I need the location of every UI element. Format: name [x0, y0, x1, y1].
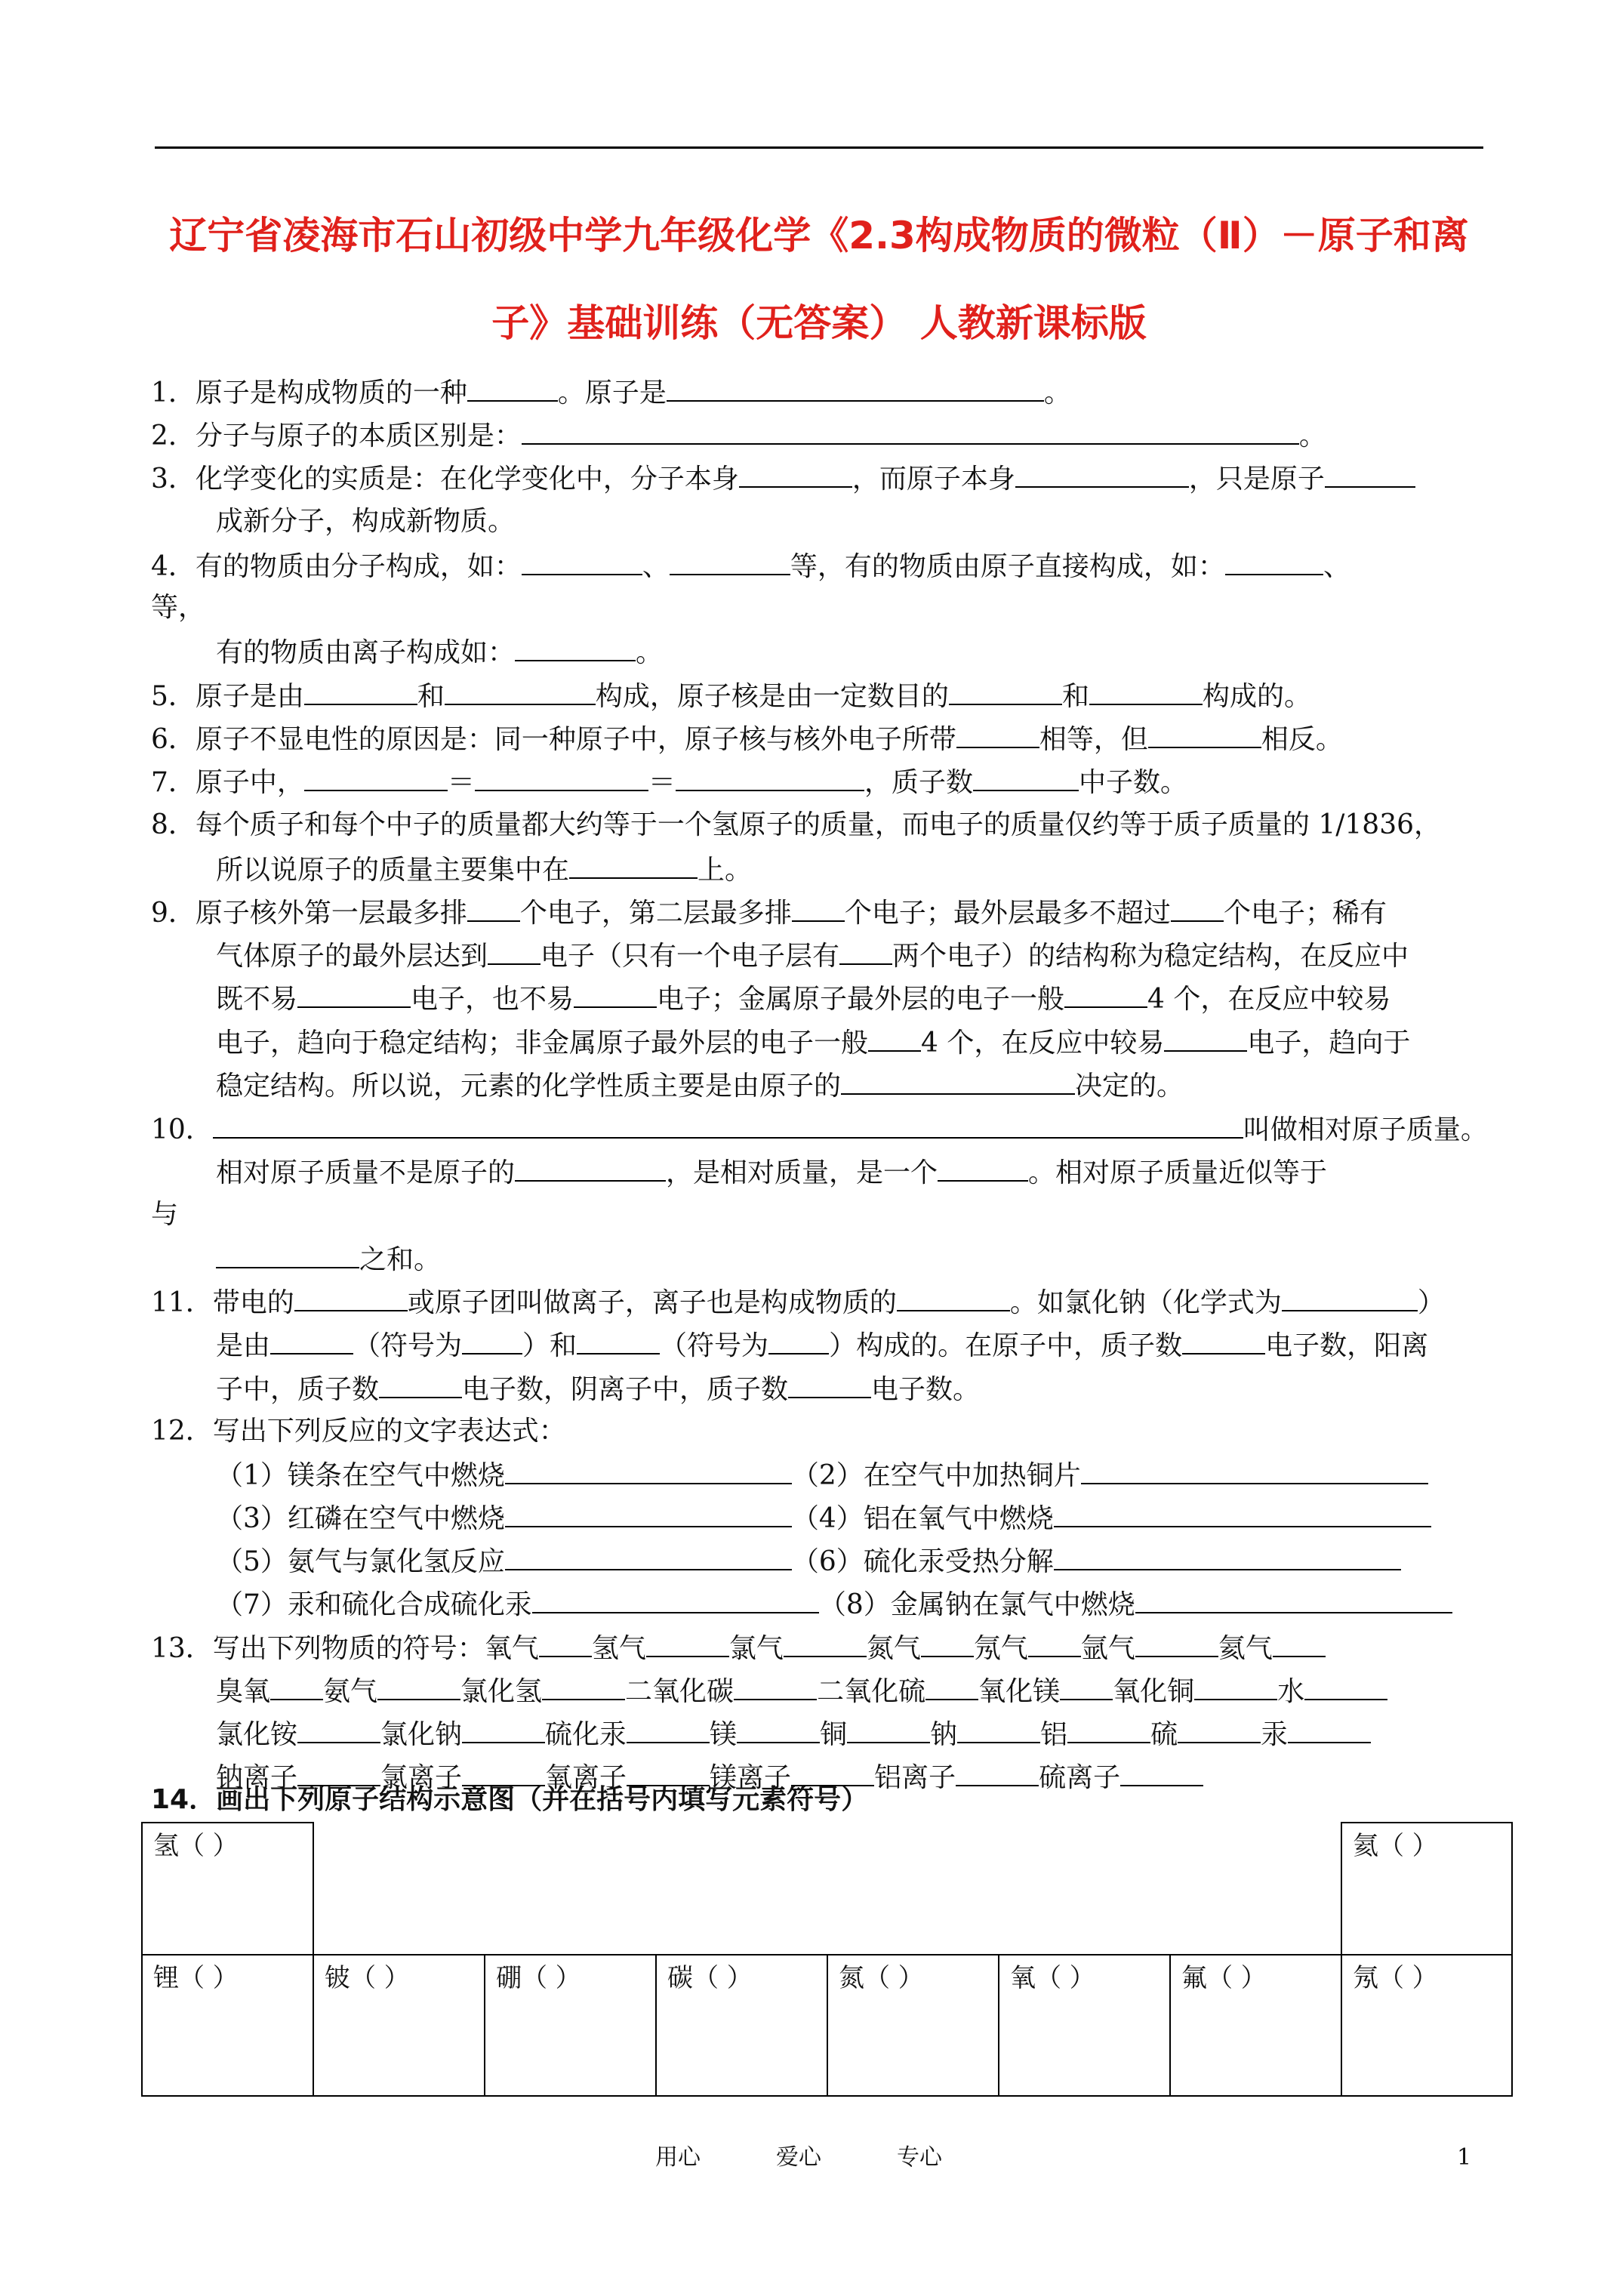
question-4-cont: 有的物质由离子构成如： 。	[216, 633, 1492, 672]
blank[interactable]	[297, 1715, 380, 1743]
question-9-line3: 既不易 电子，也不易 电子；金属原子最外层的电子一般 4 个，在反应中较易	[216, 979, 1492, 1019]
blank[interactable]	[1194, 1672, 1277, 1700]
blank[interactable]	[737, 1715, 820, 1743]
page-title-line2: 子》基础训练（无答案） 人教新课标版	[491, 301, 1147, 345]
blank[interactable]	[569, 850, 698, 879]
blank[interactable]	[467, 893, 520, 922]
question-3-cont: 成新分子，构成新物质。	[216, 506, 516, 537]
blank[interactable]	[1325, 459, 1415, 488]
question-14: 14．画出下列原子结构示意图（并在括号内填写元素符号）	[151, 1784, 869, 1815]
page-title-line1: 辽宁省凌海市石山初级中学九年级化学《2.3构成物质的微粒（Ⅱ）－原子和离	[169, 214, 1469, 257]
question-9-line2: 气体原子的最外层达到 电子（只有一个电子层有 两个电子）的结构称为稳定结构，在反应中	[216, 936, 1492, 975]
blank[interactable]	[667, 373, 1044, 402]
blank[interactable]	[532, 1585, 819, 1613]
blank[interactable]	[1304, 1672, 1387, 1700]
question-9-line5: 稳定结构。所以说，元素的化学性质主要是由原子的 决定的。	[216, 1066, 1492, 1105]
question-11-line2: 是由 （符号为 ）和 （符号为 ）构成的。在原子中，质子数 电子数，阳离	[216, 1326, 1492, 1365]
question-8-cont: 所以说原子的质量主要集中在 上。	[216, 850, 1492, 889]
blank[interactable]	[522, 416, 1299, 445]
blank[interactable]	[505, 1456, 792, 1484]
question-13-row4: 钠离子 氯离子 氧离子 镁离子 铝离子 硫离子	[216, 1758, 1492, 1797]
blank[interactable]	[1288, 1715, 1371, 1743]
blank[interactable]	[1081, 1456, 1428, 1484]
blank[interactable]	[574, 979, 657, 1008]
blank[interactable]	[505, 1542, 792, 1570]
blank[interactable]	[577, 1326, 660, 1354]
blank[interactable]	[294, 1283, 408, 1311]
blank[interactable]	[213, 1110, 1243, 1139]
blank[interactable]	[670, 547, 790, 575]
question-12-row2: （3）红磷在空气中燃烧 （4）铝在氧气中燃烧	[216, 1499, 1492, 1538]
blank[interactable]	[462, 1715, 545, 1743]
question-6: 6．原子不显电性的原因是：同一种原子中，原子核与核外电子所带 相等，但 相反。	[151, 720, 1487, 759]
cell-beryllium[interactable]: 铍（ ）	[313, 1955, 485, 2096]
blank[interactable]	[515, 633, 636, 661]
question-4: 4．有的物质由分子构成，如： 、 等，有的物质由原子直接构成，如： 、	[151, 547, 1487, 586]
blank[interactable]	[1171, 893, 1224, 922]
question-13: 13．写出下列物质的符号：氧气 氢气 氯气 氮气 氖气 氩气 氦气	[151, 1629, 1487, 1668]
footer-motto: 用心 爱心 专心	[655, 2144, 942, 2171]
blank[interactable]	[304, 763, 448, 791]
cell-neon[interactable]: 氖（ ）	[1341, 1955, 1512, 2096]
blank[interactable]	[462, 1326, 522, 1354]
blank[interactable]	[792, 893, 845, 922]
blank[interactable]	[1135, 1629, 1218, 1657]
blank[interactable]	[1060, 1672, 1113, 1700]
blank[interactable]	[627, 1715, 710, 1743]
blank[interactable]	[1028, 1629, 1081, 1657]
question-10-line2: 相对原子质量不是原子的 ，是相对质量，是一个 。相对原子质量近似等于	[216, 1153, 1492, 1192]
question-13-row2: 臭氧 氨气 氯化氢 二氧化碳 二氧化硫 氧化镁 氧化铜 水	[216, 1672, 1492, 1711]
cell-helium[interactable]: 氦（ ）	[1341, 1823, 1512, 1955]
blank[interactable]	[921, 1629, 974, 1657]
cell-boron[interactable]: 硼（ ）	[485, 1955, 656, 2096]
question-10: 10． 叫做相对原子质量。	[151, 1110, 1487, 1149]
blank[interactable]	[467, 373, 558, 402]
question-4-wrap: 等，	[151, 592, 206, 623]
blank[interactable]	[216, 1240, 359, 1268]
blank[interactable]	[304, 676, 417, 705]
question-7: 7．原子中， ＝ ＝ ，质子数 中子数。	[151, 763, 1487, 802]
question-3: 3．化学变化的实质是：在化学变化中，分子本身 ，而原子本身 ，只是原子	[151, 459, 1487, 498]
blank[interactable]	[270, 1326, 353, 1354]
question-5: 5．原子是由 和 构成，原子核是由一定数目的 和 构成的。	[151, 676, 1487, 716]
blank[interactable]	[1015, 459, 1189, 488]
question-8: 8．每个质子和每个中子的质量都大约等于一个氢原子的质量，而电子的质量仅约等于质子质量的 1/1836，	[151, 809, 1441, 840]
blank[interactable]	[522, 547, 642, 575]
cell-oxygen[interactable]: 氧（ ）	[999, 1955, 1170, 2096]
blank[interactable]	[1164, 1023, 1247, 1052]
blank[interactable]	[1067, 1715, 1150, 1743]
blank[interactable]	[788, 1370, 871, 1398]
blank[interactable]	[784, 1629, 867, 1657]
blank[interactable]	[925, 1672, 978, 1700]
blank[interactable]	[542, 1672, 625, 1700]
question-2: 2．分子与原子的本质区别是： 。	[151, 416, 1487, 455]
blank[interactable]	[949, 676, 1062, 705]
blank[interactable]	[1182, 1326, 1265, 1354]
question-12-row3: （5）氨气与氯化氢反应 （6）硫化汞受热分解	[216, 1542, 1492, 1581]
question-12: 12．写出下列反应的文字表达式：	[151, 1416, 566, 1447]
blank[interactable]	[379, 1370, 462, 1398]
blank[interactable]	[897, 1283, 1010, 1311]
blank[interactable]	[1148, 720, 1261, 748]
question-13-row3: 氯化铵 氯化钠 硫化汞 镁 铜 钠 铝 硫 汞	[216, 1715, 1492, 1754]
blank[interactable]	[957, 1715, 1040, 1743]
blank[interactable]	[839, 936, 892, 965]
cell-lithium[interactable]: 锂（ ）	[142, 1955, 313, 2096]
blank[interactable]	[1178, 1715, 1261, 1743]
blank[interactable]	[377, 1672, 460, 1700]
question-11: 11．带电的 或原子团叫做离子，离子也是构成物质的 。如氯化钠（化学式为 ）	[151, 1283, 1487, 1322]
cell-fluorine[interactable]: 氟（ ）	[1170, 1955, 1341, 2096]
question-11-line3: 子中，质子数 电子数，阴离子中，质子数 电子数。	[216, 1370, 1492, 1409]
cell-carbon[interactable]: 碳（ ）	[656, 1955, 827, 2096]
blank[interactable]	[768, 1326, 829, 1354]
blank[interactable]	[539, 1629, 592, 1657]
blank[interactable]	[868, 1023, 921, 1052]
question-10-wrap: 与	[151, 1199, 179, 1230]
blank[interactable]	[505, 1499, 792, 1527]
blank[interactable]	[1054, 1542, 1401, 1570]
blank[interactable]	[1064, 979, 1147, 1008]
blank[interactable]	[445, 676, 596, 705]
blank[interactable]	[515, 1153, 666, 1182]
question-12-row1: （1）镁条在空气中燃烧 （2）在空气中加热铜片	[216, 1456, 1492, 1495]
blank[interactable]	[973, 763, 1079, 791]
question-9: 9．原子核外第一层最多排 个电子，第二层最多排 个电子；最外层最多不超过 个电子；稀有	[151, 893, 1487, 932]
blank[interactable]	[475, 763, 648, 791]
blank[interactable]	[270, 1672, 323, 1700]
blank[interactable]	[841, 1066, 1075, 1095]
header-rule	[155, 146, 1483, 149]
blank[interactable]	[938, 1153, 1028, 1182]
blank[interactable]	[1054, 1499, 1431, 1527]
question-9-line4: 电子，趋向于稳定结构；非金属原子最外层的电子一般 4 个，在反应中较易 电子，趋向于	[216, 1023, 1492, 1062]
blank[interactable]	[847, 1715, 930, 1743]
page-number: 1	[1457, 2144, 1472, 2171]
blank[interactable]	[297, 979, 411, 1008]
blank[interactable]	[646, 1629, 729, 1657]
cell-nitrogen[interactable]: 氮（ ）	[827, 1955, 999, 2096]
cell-hydrogen[interactable]: 氢（ ）	[142, 1823, 313, 1955]
question-12-row4: （7）汞和硫化合成硫化汞 （8）金属钠在氯气中燃烧	[216, 1585, 1492, 1624]
blank[interactable]	[739, 459, 852, 488]
blank[interactable]	[1273, 1629, 1326, 1657]
question-1: 1．原子是构成物质的一种 。原子是 。	[151, 373, 1487, 412]
atom-structure-grid	[141, 1822, 1513, 2097]
question-10-line3: 之和。	[216, 1240, 1492, 1279]
blank[interactable]	[488, 936, 540, 965]
blank[interactable]	[956, 720, 1039, 748]
blank[interactable]	[1135, 1585, 1452, 1613]
grid-empty-top	[313, 1823, 1341, 1955]
blank[interactable]	[1089, 676, 1203, 705]
blank[interactable]	[1282, 1283, 1418, 1311]
blank[interactable]	[734, 1672, 817, 1700]
blank[interactable]	[676, 763, 864, 791]
blank[interactable]	[1225, 547, 1323, 575]
